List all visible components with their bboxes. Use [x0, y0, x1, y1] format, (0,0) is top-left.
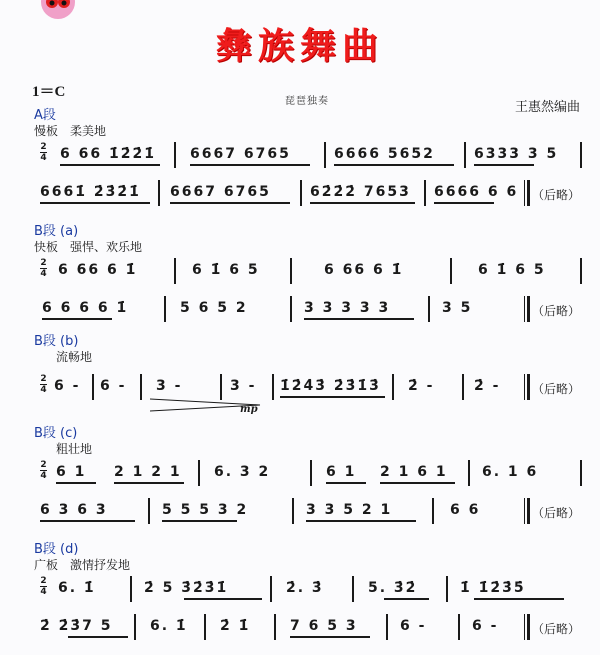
measure: 6 -	[400, 618, 427, 634]
barline	[580, 460, 582, 486]
omit-note: （后略）	[532, 188, 581, 202]
measure: 2̇ -	[474, 378, 501, 394]
measure: 6 1̇ 6 5	[192, 262, 260, 278]
measure: 3 3 5 2 1	[306, 502, 393, 518]
measure: 3 3 3 3 3	[304, 300, 391, 316]
time-signature: 2 4	[40, 142, 47, 163]
tempo-marking-b-c: 粗壮地	[56, 442, 93, 456]
measure: 6 66 6 1̇	[58, 262, 138, 278]
measure: 6 -	[100, 378, 127, 394]
barline	[274, 614, 276, 640]
barline	[220, 374, 222, 400]
barline	[292, 498, 294, 524]
measure: 6333 3 5	[474, 146, 559, 162]
key-signature: 1＝C	[32, 84, 66, 100]
barline	[130, 576, 132, 602]
score-title: 彝族舞曲	[215, 26, 384, 67]
measure: 2̇ 2̇3̇7 5	[40, 618, 113, 634]
barline	[352, 576, 354, 602]
time-signature: 2 4	[40, 460, 47, 481]
barline	[464, 142, 466, 168]
measure: 6666 6 6	[434, 184, 519, 200]
staff-row	[0, 370, 600, 415]
barline	[290, 296, 292, 322]
measure: 6666 5652	[334, 146, 435, 162]
barline	[450, 258, 452, 284]
measure: 6667 6765	[170, 184, 271, 200]
barline-end	[524, 614, 525, 640]
barline	[164, 296, 166, 322]
barline	[300, 180, 302, 206]
staff-row	[0, 254, 600, 294]
barline	[446, 576, 448, 602]
decrescendo-hairpin	[150, 398, 280, 412]
measure: 6. 1̇	[150, 618, 188, 634]
section-label-b-c: B段 (c)	[34, 426, 78, 441]
barline	[468, 460, 470, 486]
barline	[198, 460, 200, 486]
staff-row	[0, 610, 600, 650]
score-subtitle: 琵琶独奏	[285, 96, 329, 107]
barline	[432, 498, 434, 524]
barline	[174, 258, 176, 284]
measure: 6667 6765	[190, 146, 291, 162]
measure: 7 6 5 3	[290, 618, 358, 634]
section-label-b-b: B段 (b)	[34, 334, 79, 349]
staff-row	[0, 494, 600, 534]
barline	[290, 258, 292, 284]
staff-row	[0, 176, 600, 216]
barline-end	[524, 374, 525, 400]
barline	[174, 142, 176, 168]
measure: 5 6 5 2	[180, 300, 248, 316]
measure: 6 66 1̇2̇2̇1̇	[60, 146, 156, 162]
measure: 2̇ 1̇	[220, 618, 251, 634]
tempo-marking-b-b: 流畅地	[56, 350, 93, 364]
staff-row	[0, 456, 600, 496]
barline	[386, 614, 388, 640]
measure: 1̇2̇4̇3̇ 2̇3̇1̇3̇	[280, 378, 381, 394]
measure: 2 1 2 1	[114, 464, 182, 480]
barline	[204, 614, 206, 640]
measure: 6 3 6 3	[40, 502, 108, 518]
measure: 6 6 6 6 1̇	[42, 300, 129, 316]
tempo-marking-b-d: 广板 激情抒发地	[34, 558, 131, 572]
barline	[140, 374, 142, 400]
measure: 6 -	[54, 378, 81, 394]
measure: 6 6	[450, 502, 481, 518]
measure: 1̇ 1̇2̇3̇5̇	[460, 580, 526, 596]
measure: 5 5 5 3 2	[162, 502, 249, 518]
barline	[428, 296, 430, 322]
barline	[134, 614, 136, 640]
time-signature: 2 4	[40, 576, 47, 597]
section-label-a: A段	[34, 108, 56, 123]
staff-row	[0, 292, 600, 332]
measure: 6 1	[326, 464, 357, 480]
measure: 6. 3 2	[214, 464, 271, 480]
composer-credit: 王惠然编曲	[515, 100, 581, 115]
tempo-marking-a: 慢板 柔美地	[34, 124, 107, 138]
barline	[324, 142, 326, 168]
barline-end	[524, 296, 525, 322]
barline	[158, 180, 160, 206]
measure: 3 5	[442, 300, 473, 316]
barline-end	[524, 498, 525, 524]
measure: 6. 1 6	[482, 464, 539, 480]
staff-row	[0, 572, 600, 612]
barline	[580, 258, 582, 284]
barline	[458, 614, 460, 640]
measure: 2̇ 5 3̇2̇3̇1̇	[144, 580, 229, 596]
measure: 3 -	[156, 378, 183, 394]
barline	[424, 180, 426, 206]
tempo-marking-b-a: 快板 强悍、欢乐地	[34, 240, 143, 254]
measure: 6 1	[56, 464, 87, 480]
measure: 6. 1̇	[58, 580, 96, 596]
section-label-b-a: B段 (a)	[34, 224, 79, 239]
measure: 2 1 6 1	[380, 464, 448, 480]
omit-note: （后略）	[532, 622, 581, 636]
measure: 2̇. 3̇	[286, 580, 324, 596]
measure: 5. 3̇2̇	[368, 580, 418, 596]
barline	[272, 374, 274, 400]
barline	[92, 374, 94, 400]
barline	[270, 576, 272, 602]
barline	[580, 142, 582, 168]
staff-row	[0, 138, 600, 178]
time-signature: 2 4	[40, 374, 47, 395]
barline-end	[524, 180, 525, 206]
measure: 3 -	[230, 378, 257, 394]
time-signature: 2 4	[40, 258, 47, 279]
measure: 6 -	[472, 618, 499, 634]
measure: 6 66 6 1̇	[324, 262, 404, 278]
omit-note: （后略）	[532, 506, 581, 520]
measure: 6661̇ 2̇3̇2̇1̇	[40, 184, 141, 200]
measure: 2̇ -	[408, 378, 435, 394]
omit-note: （后略）	[532, 304, 581, 318]
barline	[148, 498, 150, 524]
dynamic-marking: mp	[240, 404, 258, 415]
barline	[392, 374, 394, 400]
barline	[310, 460, 312, 486]
measure: 6 1̇ 6 5	[478, 262, 546, 278]
measure: 62̇2̇2̇ 7653	[310, 184, 411, 200]
section-label-b-d: B段 (d)	[34, 542, 79, 557]
barline	[462, 374, 464, 400]
omit-note: （后略）	[532, 382, 581, 396]
